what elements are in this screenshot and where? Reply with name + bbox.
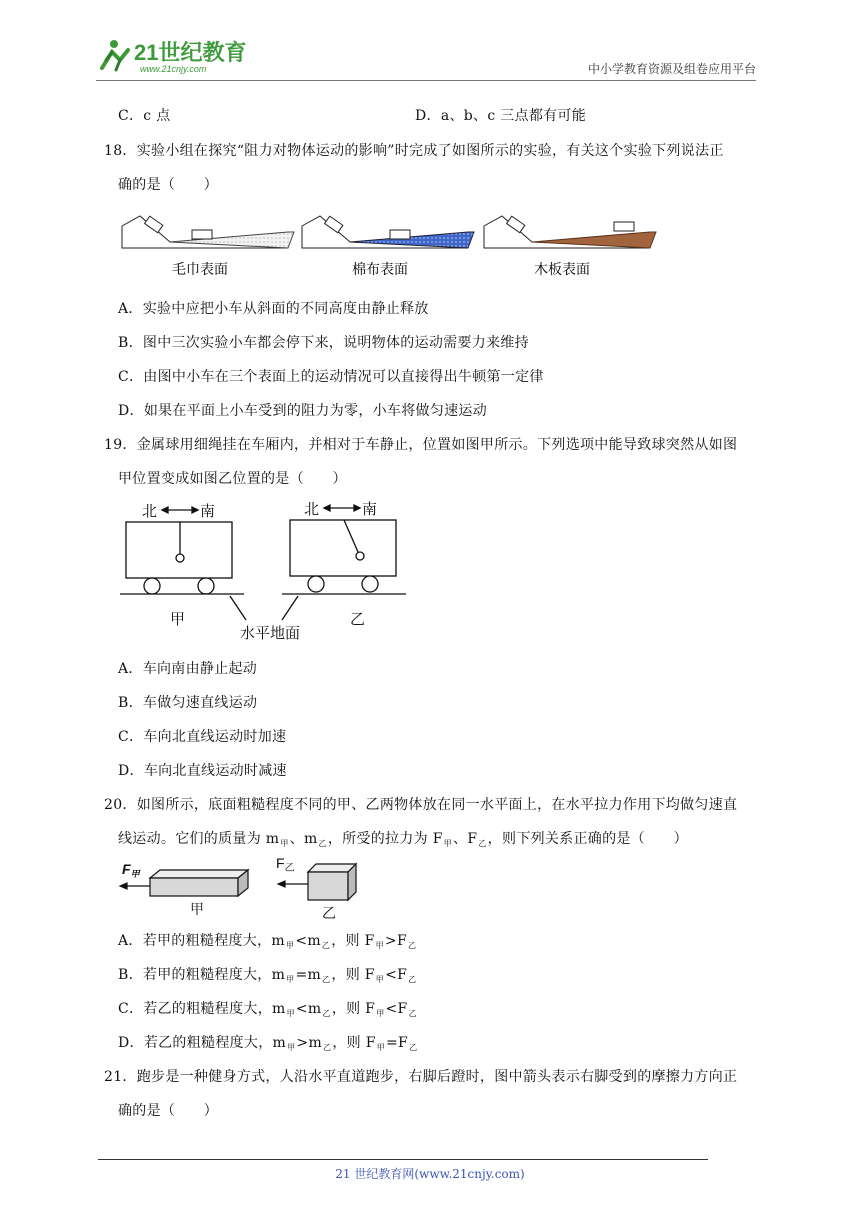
footer-text: 21 世纪教育网(www.21cnjy.com) [335,1167,525,1181]
logo-21cnjy [94,34,264,80]
q20-option-c: C．若乙的粗糙程度大，$m_甲<m_乙$，则 $F_甲<F_乙$ [118,1001,417,1018]
ramp-towel [122,216,294,277]
south-label-yi: 南 [362,501,378,518]
q18-stem-line1: 18．实验小组在探究“阻力对物体运动的影响”时完成了如图所示的实验，有关这个实验下列说法正 [104,143,724,159]
svg-text:F乙: $F_乙$ [276,855,295,874]
footer-divider [98,1159,708,1160]
q21-stem-line1: 21．跑步是一种健身方式，人沿水平直道跑步，右脚后蹬时，图中箭头表示右脚受到的摩擦力方向正 [104,1069,738,1085]
ground-label: 水平地面 [240,625,301,642]
svg-text:乙: 乙 [322,905,336,921]
north-label-yi: 北 [304,501,320,518]
q17-option-c: C．c 点 [118,108,171,124]
q18-option-a: A．实验中应把小车从斜面的不同高度由静止释放 [118,301,429,317]
ramp-cotton [302,216,474,277]
q19-option-c: C．车向北直线运动时加速 [118,729,287,745]
surface-label-towel: 毛巾表面 [172,261,228,277]
page-header [0,0,860,86]
svg-text:甲: 甲 [190,901,204,917]
q18-stem-line2: 确的是（ ） [118,177,219,193]
surface-label-cotton: 棉布表面 [352,261,408,277]
header-divider [96,80,756,81]
svg-text:F甲: $F_甲$ [122,861,140,879]
q20-option-a: A．若甲的粗糙程度大，$m_甲<m_乙$，则 $F_甲>F_乙$ [118,933,417,950]
q17-option-d: D．a、b、c 三点都有可能 [415,108,587,124]
car-body-yi [290,520,396,576]
car-label-yi: 乙 [350,611,366,628]
car-body-jia [126,522,232,578]
q19-option-d: D．车向北直线运动时减速 [118,763,287,779]
q19-figure [118,496,408,644]
q19-stem-line1: 19．金属球用细绳挂在车厢内，并相对于车静止，位置如图甲所示。下列选项中能导致球突然从如图 [104,437,738,453]
north-label-jia: 北 [142,503,158,520]
q18-option-b: B．图中三次实验小车都会停下来，说明物体的运动需要力来维持 [118,335,529,351]
ramp-wood [484,216,656,277]
platform-name: 中小学教育资源及组卷应用平台 [587,62,756,76]
q18-figure [118,208,658,284]
south-label-jia: 南 [200,503,216,520]
q19-stem-line2: 甲位置变成如图乙位置的是（ ） [118,471,347,487]
q20-figure [118,852,368,922]
q20-stem-line2: 线运动。它们的质量为 $m_甲$、$m_乙$，所受的拉力为 $F_甲$、$F_乙$，则下列关系正确的是（ ） [118,831,688,848]
logo-text: 21世纪教育 [134,40,247,65]
q21-stem-line2: 确的是（ ） [118,1103,219,1119]
q20-option-d: D．若乙的粗糙程度大，$m_甲>m_乙$，则 $F_甲=F_乙$ [118,1035,418,1052]
q18-option-c: C．由图中小车在三个表面上的运动情况可以直接得出牛顿第一定律 [118,369,544,385]
q19-option-a: A．车向南由静止起动 [118,661,258,677]
q20-option-b: B．若甲的粗糙程度大，$m_甲=m_乙$，则 $F_甲<F_乙$ [118,967,417,984]
q20-stem-line1: 20．如图所示，底面粗糙程度不同的甲、乙两物体放在同一水平面上，在水平拉力作用下均做匀速直 [104,797,738,813]
car-label-jia: 甲 [170,611,186,628]
surface-label-wood: 木板表面 [534,261,590,277]
logo-url: www.21cnjy.com [140,64,207,74]
q19-option-b: B．车做匀速直线运动 [118,695,258,711]
q18-option-d: D．如果在平面上小车受到的阻力为零，小车将做匀速运动 [118,403,488,419]
